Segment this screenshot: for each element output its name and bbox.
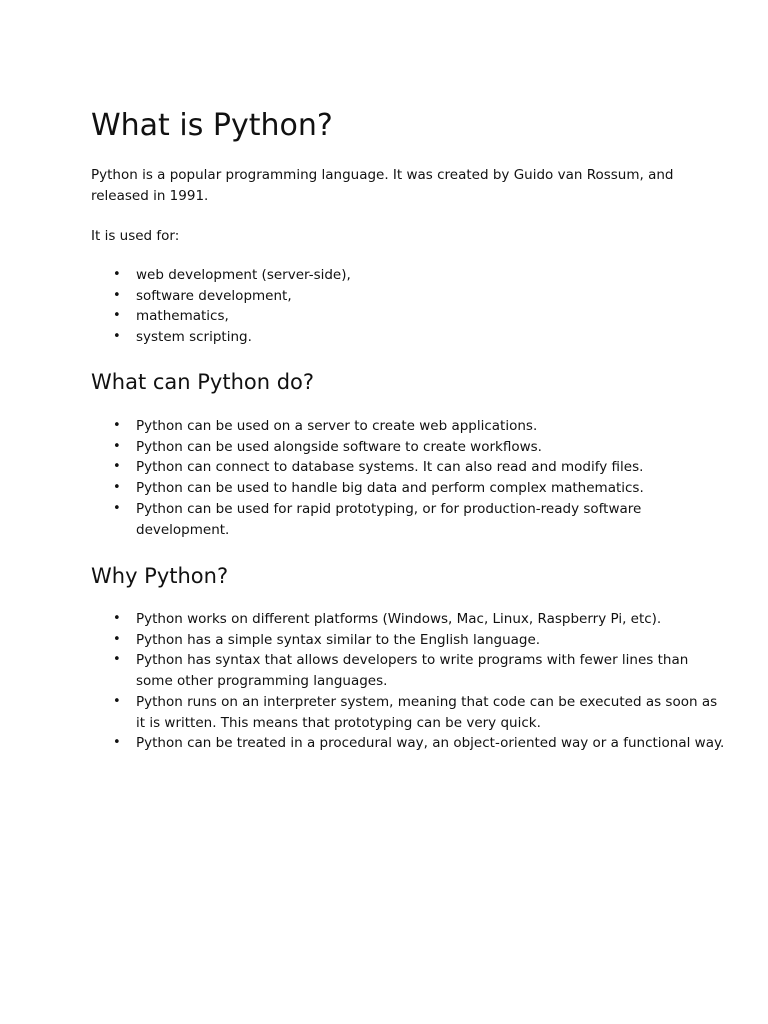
- list-item-text: system scripting.: [136, 329, 252, 346]
- list-item-text: Python can be used to handle big data and perform complex mathematics.: [136, 480, 644, 497]
- list-item: [91, 416, 726, 437]
- bullet-icon: •: [113, 480, 121, 496]
- bullet-icon: •: [113, 308, 121, 324]
- bullet-icon: •: [113, 459, 121, 475]
- bullet-icon: •: [113, 267, 121, 282]
- bullet-icon: •: [113, 418, 121, 433]
- section-heading-can-do: What can Python do?: [91, 370, 315, 394]
- list-item: [91, 630, 726, 651]
- list-item: [91, 437, 726, 458]
- bullet-icon: •: [113, 287, 121, 303]
- list-item-text: Python can be used alongside software to create workflows.: [136, 438, 542, 455]
- bullet-icon: •: [113, 611, 121, 626]
- section-heading-why: Why Python?: [91, 564, 229, 588]
- bullet-icon: •: [113, 329, 121, 345]
- list-item-text: Python runs on an interpreter system, meaning that code can be executed as soon as it is written. This means that prototyping can be very quick.: [136, 693, 718, 731]
- list-item-text: mathematics,: [136, 308, 229, 325]
- list-item-text: Python has syntax that allows developers to write programs with fewer lines than some other programming languages.: [136, 652, 689, 690]
- bullet-icon: •: [113, 735, 121, 751]
- bullet-icon: •: [113, 652, 121, 668]
- list-item: [91, 327, 726, 348]
- list-item: [91, 733, 726, 754]
- bullet-icon: •: [113, 693, 121, 709]
- list-item-text: web development (server-side),: [136, 267, 351, 283]
- page-title: What is Python?: [91, 108, 333, 143]
- list-item-text: Python works on different platforms (Windows, Mac, Linux, Raspberry Pi, etc).: [136, 611, 662, 627]
- list-item: [91, 265, 726, 286]
- list-item: [91, 499, 726, 540]
- list-item-text: Python can be used for rapid prototyping, or for production-ready software development.: [136, 500, 642, 538]
- why-list: [91, 609, 726, 754]
- bullet-icon: •: [113, 631, 121, 647]
- list-item-text: software development,: [136, 287, 292, 304]
- used-for-label: It is used for:: [91, 228, 180, 244]
- list-item: [91, 609, 726, 630]
- list-item-text: Python can be used on a server to create web applications.: [136, 418, 538, 434]
- intro-paragraph: Python is a popular programming language. It was created by Guido van Rossum, and released in 1991.: [91, 167, 674, 204]
- bullet-icon: •: [113, 500, 121, 516]
- list-item-text: Python can connect to database systems. It can also read and modify files.: [136, 459, 644, 476]
- list-item: [91, 306, 726, 327]
- list-item: [91, 650, 726, 691]
- list-item: [91, 286, 726, 307]
- list-item-text: Python has a simple syntax similar to the English language.: [136, 631, 541, 648]
- list-item: [91, 692, 726, 733]
- list-item: [91, 478, 726, 499]
- list-item-text: Python can be treated in a procedural way, an object-oriented way or a functional way.: [136, 735, 725, 752]
- bullet-icon: •: [113, 438, 121, 454]
- can-do-list: [91, 416, 726, 540]
- list-item: [91, 457, 726, 478]
- uses-list: [91, 265, 726, 348]
